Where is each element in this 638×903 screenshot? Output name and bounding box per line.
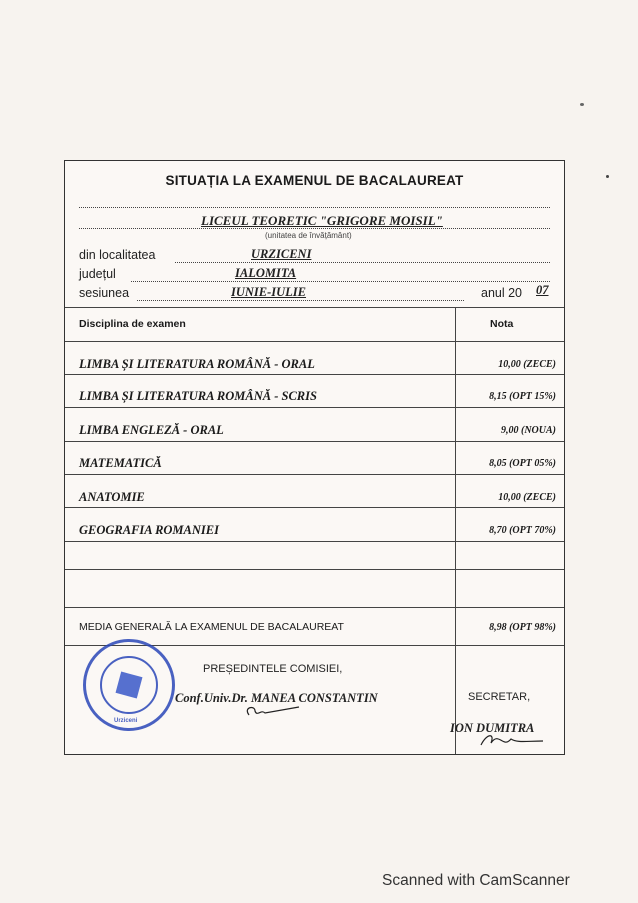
year-value: 07 xyxy=(536,283,549,297)
subject-name: LIMBA ȘI LITERATURA ROMÂNĂ - ORAL xyxy=(79,357,315,371)
year-label: anul 20 xyxy=(481,286,523,300)
subject-grade: 9,00 (NOUA) xyxy=(501,425,556,436)
secretary-label: SECRETAR, xyxy=(468,691,531,703)
paper-speck xyxy=(580,103,584,106)
table-row-border xyxy=(65,341,564,342)
column-header-discipline: Disciplina de examen xyxy=(79,318,186,330)
dotted-line xyxy=(131,281,550,282)
subject-grade: 8,15 (OPT 15%) xyxy=(489,391,556,402)
document-title: SITUAȚIA LA EXAMENUL DE BACALAUREAT xyxy=(165,173,464,188)
subject-grade: 10,00 (ZECE) xyxy=(498,492,556,503)
table-row-border xyxy=(65,441,564,442)
subject-name: ANATOMIE xyxy=(79,490,145,504)
table-top-border xyxy=(65,307,564,308)
county-label: județul xyxy=(79,267,116,281)
subject-name: LIMBA ENGLEZĂ - ORAL xyxy=(79,423,224,437)
county-value: IALOMITA xyxy=(235,266,297,280)
dotted-line xyxy=(79,207,550,208)
table-row-border xyxy=(65,474,564,475)
baccalaureate-certificate xyxy=(64,160,565,755)
president-signature xyxy=(241,701,301,721)
column-header-grade: Nota xyxy=(490,318,514,330)
table-row-border xyxy=(65,374,564,375)
secretary-signature xyxy=(477,729,547,751)
stamp-emblem-icon xyxy=(116,672,143,699)
table-row-border xyxy=(65,407,564,408)
table-row-border xyxy=(65,541,564,542)
subject-grade: 8,70 (OPT 70%) xyxy=(489,525,556,536)
subject-grade: 8,05 (OPT 05%) xyxy=(489,458,556,469)
dotted-line xyxy=(175,262,550,263)
average-label: MEDIA GENERALĂ LA EXAMENUL DE BACALAUREAT xyxy=(79,621,344,633)
table-row-border xyxy=(65,569,564,570)
institution-name: LICEUL TEORETIC "GRIGORE MOISIL" xyxy=(201,213,443,228)
subject-name: GEOGRAFIA ROMANIEI xyxy=(79,523,219,537)
locality-value: URZICENI xyxy=(251,247,312,261)
table-row-border xyxy=(65,507,564,508)
subject-name: LIMBA ȘI LITERATURA ROMÂNĂ - SCRIS xyxy=(79,389,317,403)
president-name: Conf.Univ.Dr. MANEA CONSTANTIN xyxy=(175,691,378,705)
stamp-inner-ring xyxy=(100,656,158,714)
official-stamp xyxy=(83,639,175,731)
table-row-border xyxy=(65,607,564,608)
average-value: 8,98 (OPT 98%) xyxy=(489,622,556,633)
stamp-text: Urziceni xyxy=(114,718,138,724)
president-label: PREȘEDINTELE COMISIEI, xyxy=(203,663,343,675)
subject-grade: 10,00 (ZECE) xyxy=(498,359,556,370)
session-value: IUNIE-IULIE xyxy=(231,285,307,299)
institution-caption: (unitatea de învățământ) xyxy=(265,231,352,240)
paper-speck xyxy=(606,175,609,178)
locality-label: din localitatea xyxy=(79,248,156,262)
secretary-name: ION DUMITRA xyxy=(450,721,535,735)
subject-name: MATEMATICĂ xyxy=(79,456,162,470)
dotted-line xyxy=(137,300,464,301)
session-label: sesiunea xyxy=(79,286,130,300)
scanner-watermark: Scanned with CamScanner xyxy=(382,872,570,889)
